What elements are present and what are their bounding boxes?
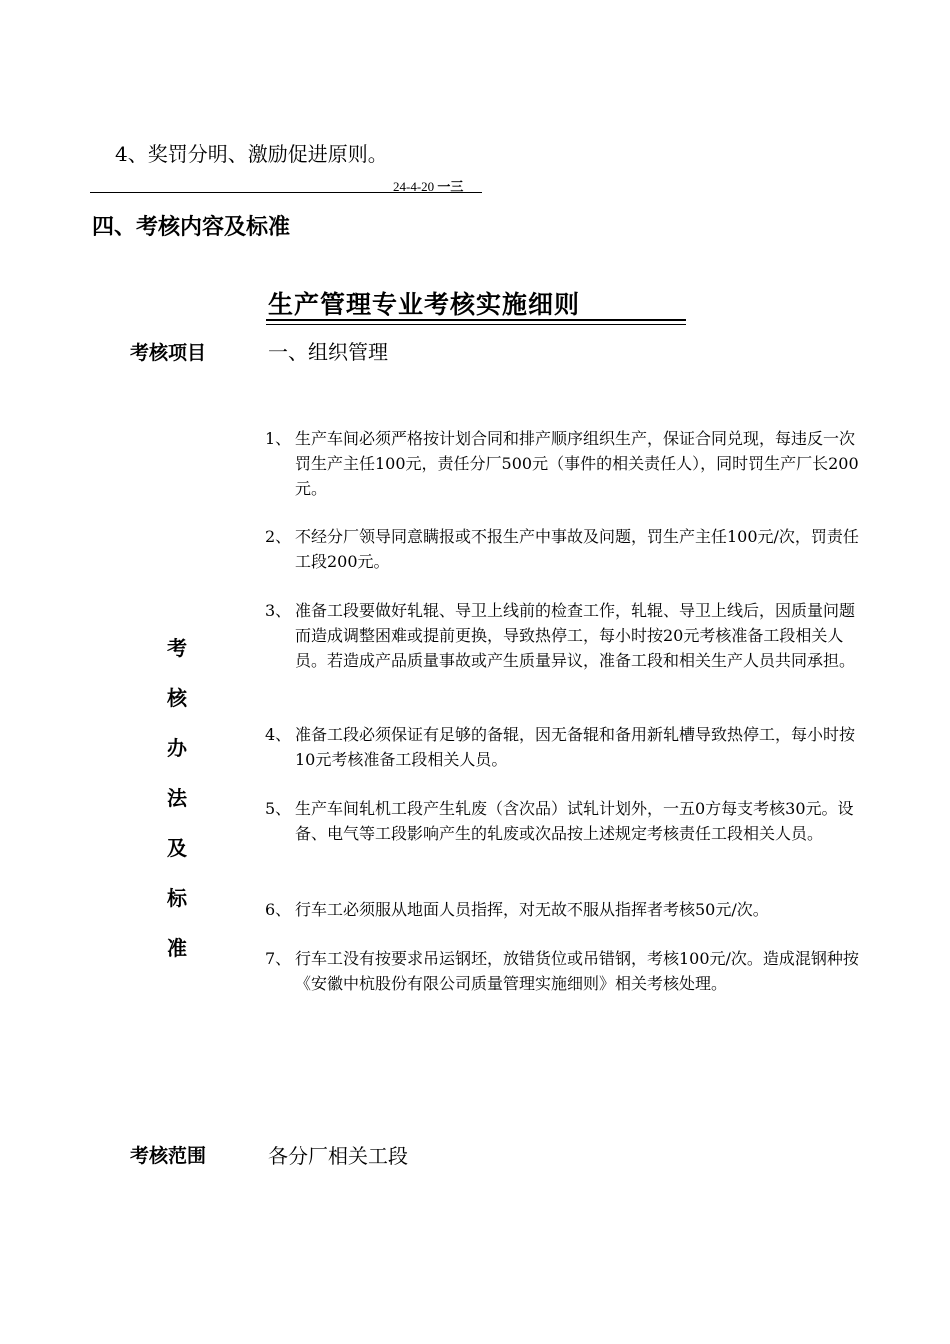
rule-item (265, 426, 870, 501)
rule-number: 3、 (265, 601, 292, 620)
rule-item (265, 796, 870, 846)
rule-text: 不经分厂领导同意瞒报或不报生产中事故及问题，罚生产主任100元/次，罚责任工段200元。 (295, 527, 859, 571)
title-underline (266, 319, 686, 321)
rule-number: 7、 (265, 949, 292, 968)
rule-number: 5、 (265, 799, 292, 818)
rule-text: 行车工必须服从地面人员指挥，对无故不服从指挥者考核50元/次。 (295, 900, 769, 919)
rule-item (265, 897, 870, 922)
document-title: 生产管理专业考核实施细则 (268, 290, 581, 319)
rule-text: 准备工段要做好轧辊、导卫上线前的检查工作，轧辊、导卫上线后，因质量问题而造成调整困难或提前更换，导致热停工，每小时按20元考核准备工段相关人员。若造成产品质量事故或产生质量异议，准备工段和相关生产人员共同承担。 (295, 601, 856, 670)
rule-text: 准备工段必须保证有足够的备辊，因无备辊和备用新轧槽导致热停工，每小时按10元考核准备工段相关人员。 (295, 725, 856, 769)
rule-number: 2、 (265, 527, 292, 546)
method-label-char: 考 (167, 636, 187, 660)
footer-mark: 一三 (437, 179, 464, 194)
method-label-char: 准 (167, 936, 187, 960)
method-label-char: 核 (167, 686, 187, 710)
section-heading: 四、考核内容及标准 (92, 214, 291, 240)
method-label-char: 法 (167, 786, 187, 810)
rule-number: 1、 (265, 429, 292, 448)
method-label-char: 标 (167, 886, 187, 910)
project-value: 一、组织管理 (268, 340, 388, 364)
rule-item (265, 598, 870, 673)
method-label-char: 办 (167, 736, 187, 760)
rule-number: 4、 (265, 725, 292, 744)
footer-divider (90, 192, 482, 193)
rule-text: 生产车间必须严格按计划合同和排产顺序组织生产，保证合同兑现，每违反一次罚生产主任100元，责任分厂500元（事件的相关责任人），同时罚生产厂长200元。 (295, 429, 859, 498)
principle-text: 4、奖罚分明、激励促进原则。 (115, 142, 388, 166)
rule-item (265, 722, 870, 772)
method-label-vertical (165, 634, 189, 984)
rule-number: 6、 (265, 900, 292, 919)
footer-date: 24-4-20 (393, 179, 435, 194)
title-underline-thin (266, 324, 686, 325)
project-label: 考核项目 (130, 342, 207, 364)
scope-label: 考核范围 (130, 1145, 207, 1167)
rule-item (265, 946, 870, 996)
method-label-char: 及 (167, 836, 187, 860)
rule-text: 行车工没有按要求吊运钢坯，放错货位或吊错钢，考核100元/次。造成混钢种按《安徽中杭股份有限公司质量管理实施细则》相关考核处理。 (295, 949, 859, 993)
rule-text: 生产车间轧机工段产生轧废（含次品）试轧计划外，一五0方每支考核30元。设备、电气等工段影响产生的轧废或次品按上述规定考核责任工段相关人员。 (295, 799, 854, 843)
scope-value: 各分厂相关工段 (268, 1144, 408, 1168)
rule-item (265, 524, 870, 574)
